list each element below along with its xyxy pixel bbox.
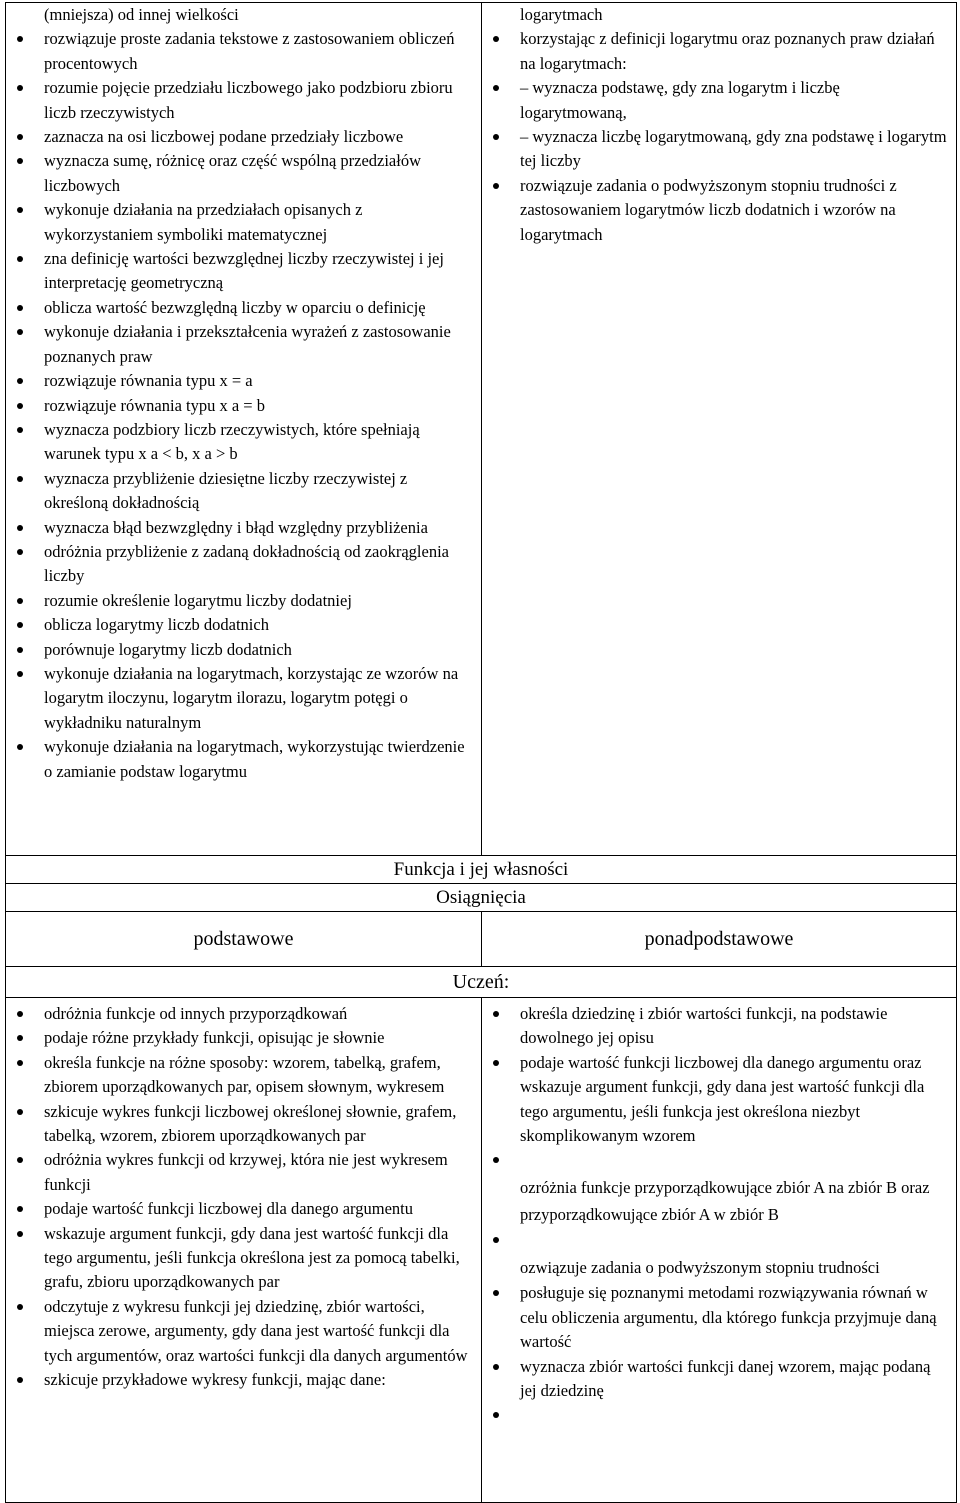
list-item: rozwiązuje zadania o podwyższonym stopniu trudności z zastosowaniem logarytmów liczb dodatnich i wzorów na logarytmach [482, 174, 956, 247]
list-item: podaje wartość funkcji liczbowej dla danego argumentu oraz wskazuje argument funkcji, gdy dana jest wartość funkcji dla tego argumentu, jeśli funkcja jest określona niezbyt skomplikowanym wzorem [482, 1051, 956, 1149]
list-item: szkicuje przykładowe wykresy funkcji, mając dane: [6, 1368, 481, 1392]
list-item: określa funkcje na różne sposoby: wzorem, tabelką, grafem, zbiorem uporządkowanych par, opisem słownym, wykresem [6, 1051, 481, 1100]
list-item: logarytmach [520, 5, 603, 24]
advanced-column-header: ponadpodstawowe [482, 912, 957, 967]
top-left-list [6, 3, 481, 784]
bottom-left-list [6, 1002, 481, 1393]
document-page [5, 2, 956, 1488]
list-item: wykonuje działania na przedziałach opisanych z wykorzystaniem symboliki matematycznej [6, 198, 481, 247]
list-item: rozwiązuje proste zadania tekstowe z zastosowaniem obliczeń procentowych [6, 27, 481, 76]
bottom-left-cell [6, 998, 482, 1503]
bottom-right-list [482, 1002, 956, 1429]
list-item [482, 1148, 956, 1174]
bottom-row [6, 998, 957, 1503]
list-item: ozwiązuje zadania o podwyższonym stopniu trudności [520, 1258, 880, 1278]
list-item: określa dziedzinę i zbiór wartości funkcji, na podstawie dowolnego jej opisu [482, 1002, 956, 1051]
list-item: wyznacza zbiór wartości funkcji danej wzorem, mając podaną jej dziedzinę [482, 1355, 956, 1404]
basic-column-header: podstawowe [6, 912, 482, 967]
list-item: podaje różne przykłady funkcji, opisując je słownie [6, 1026, 481, 1050]
list-item: rozumie pojęcie przedziału liczbowego jako podzbioru zbioru liczb rzeczywistych [6, 76, 481, 125]
student-label: Uczeń: [6, 967, 957, 998]
section-title: Funkcja i jej własności [6, 856, 957, 884]
requirements-table [5, 2, 957, 1503]
list-item: korzystając z definicji logarytmu oraz poznanych praw działań na logarytmach: [482, 27, 956, 76]
list-item: posługuje się poznanymi metodami rozwiązywania równań w celu obliczenia argumentu, dla którego funkcja przyjmuje daną wartość [482, 1281, 956, 1354]
list-item: – wyznacza podstawę, gdy zna logarytm i liczbę logarytmowaną, [482, 76, 956, 125]
list-item: wyznacza sumę, różnicę oraz część wspólną przedziałów liczbowych [6, 149, 481, 198]
list-item: wyznacza podzbiory liczb rzeczywistych, które spełniają warunek typu x a < b, x a > b [6, 418, 481, 467]
list-item: wyznacza błąd bezwzględny i błąd względny przybliżenia [6, 516, 481, 540]
list-item: ozróżnia funkcje przyporządkowujące zbiór A na zbiór B oraz przyporządkowujące zbiór A w zbiór B [520, 1178, 930, 1225]
list-item: wykonuje działania i przekształcenia wyrażeń z zastosowanie poznanych praw [6, 320, 481, 369]
column-header-row [6, 912, 957, 967]
list-item: – wyznacza liczbę logarytmowaną, gdy zna podstawę i logarytm tej liczby [482, 125, 956, 174]
list-item: szkicuje wykres funkcji liczbowej określonej słownie, grafem, tabelką, wzorem, zbiorem uporządkowanych par [6, 1100, 481, 1149]
list-item: porównuje logarytmy liczb dodatnich [6, 638, 481, 662]
achievements-row [6, 884, 957, 912]
list-item: rozumie określenie logarytmu liczby dodatniej [6, 589, 481, 613]
list-item [482, 1228, 956, 1254]
student-row [6, 967, 957, 998]
list-item: wskazuje argument funkcji, gdy dana jest wartość funkcji dla tego argumentu, jeśli funkcja określona jest za pomocą tabelki, grafu, zbioru uporządkowanych par [6, 1222, 481, 1295]
list-item: oblicza logarytmy liczb dodatnich [6, 613, 481, 637]
list-item: rozwiązuje równania typu x a = b [6, 394, 481, 418]
achievements-heading: Osiągnięcia [6, 884, 957, 912]
list-item: rozwiązuje równania typu x = a [6, 369, 481, 393]
list-item: zaznacza na osi liczbowej podane przedziały liczbowe [6, 125, 481, 149]
list-item: odróżnia funkcje od innych przyporządkowań [6, 1002, 481, 1026]
list-item [482, 1403, 956, 1429]
list-item: oblicza wartość bezwzględną liczby w oparciu o definicję [6, 296, 481, 320]
list-item: odróżnia przybliżenie z zadaną dokładnością od zaokrąglenia liczby [6, 540, 481, 589]
list-item: wykonuje działania na logarytmach, wykorzystując twierdzenie o zamianie podstaw logarytmu [6, 735, 481, 784]
list-item: zna definicję wartości bezwzględnej liczby rzeczywistej i jej interpretację geometryczną [6, 247, 481, 296]
top-right-list [482, 3, 956, 247]
list-item: wykonuje działania na logarytmach, korzystając ze wzorów na logarytm iloczynu, logarytm ilorazu, logarytm potęgi o wykładniku naturalnym [6, 662, 481, 735]
list-item: odczytuje z wykresu funkcji jej dziedzinę, zbiór wartości, miejsca zerowe, argumenty, gdy dana jest wartość funkcji dla tych argumentów, oraz wartości funkcji dla danych argumentów [6, 1295, 481, 1368]
top-row [6, 3, 957, 856]
bottom-right-cell [482, 998, 957, 1503]
list-item: wyznacza przybliżenie dziesiętne liczby rzeczywistej z określoną dokładnością [6, 467, 481, 516]
list-item: (mniejsza) od innej wielkości [44, 5, 239, 24]
top-right-cell [482, 3, 957, 856]
list-item: odróżnia wykres funkcji od krzywej, która nie jest wykresem funkcji [6, 1148, 481, 1197]
section-title-row [6, 856, 957, 884]
list-item: podaje wartość funkcji liczbowej dla danego argumentu [6, 1197, 481, 1221]
top-left-cell [6, 3, 482, 856]
